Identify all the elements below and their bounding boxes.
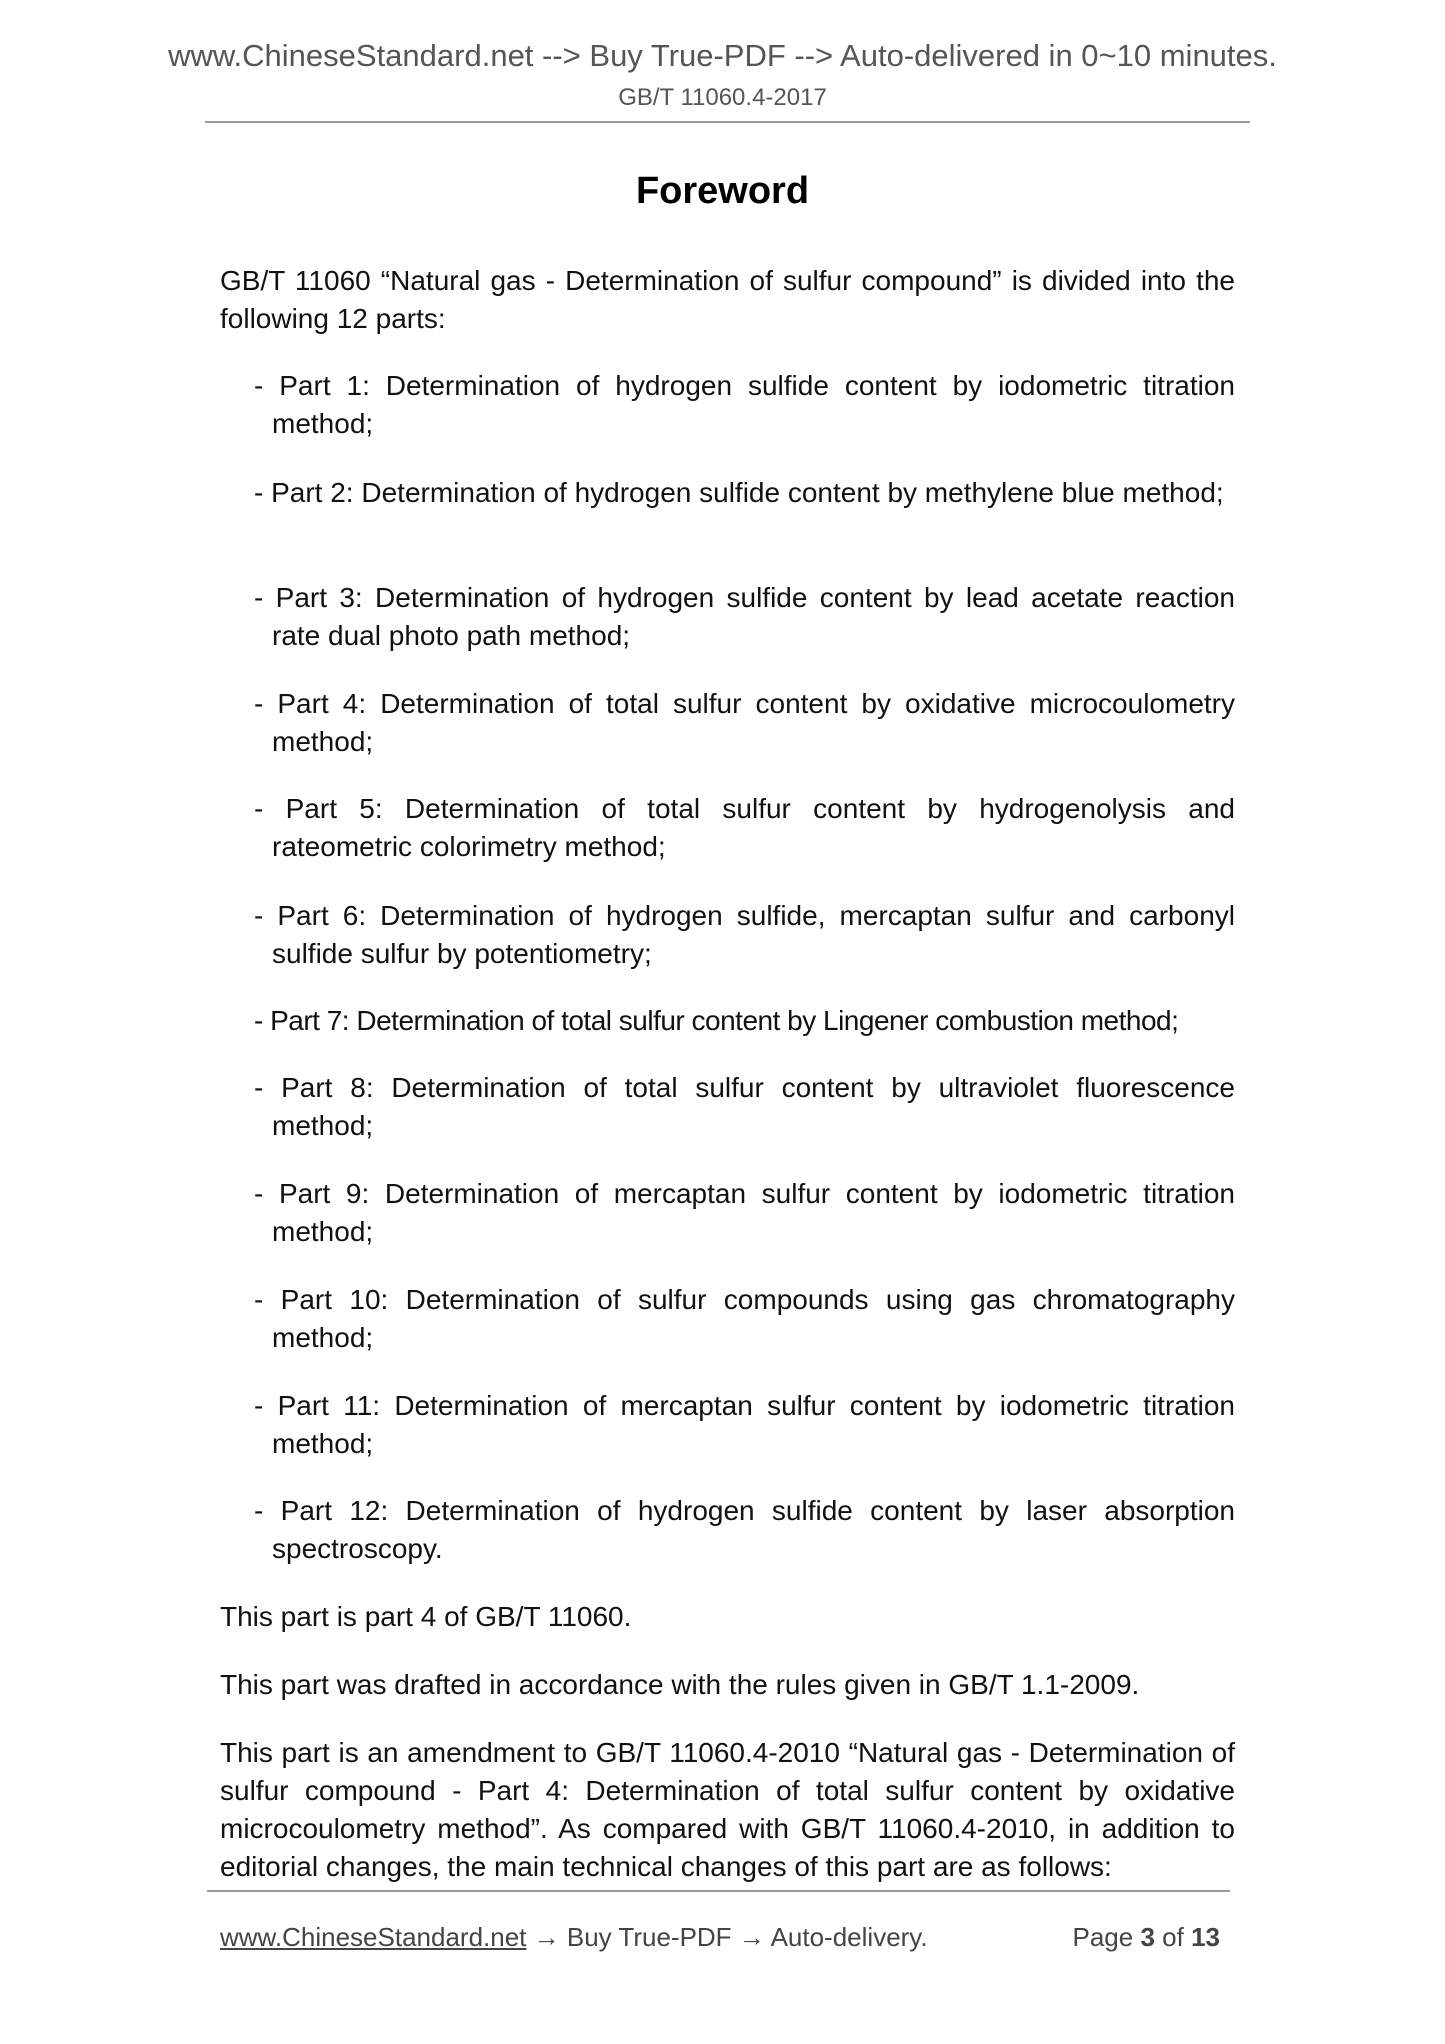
list-item: - Part 5: Determination of total sulfur content by hydrogenolysis and rateometric colorimetry method; [254,793,1235,862]
list-item: - Part 9: Determination of mercaptan sulfur content by iodometric titration method; [254,1178,1235,1247]
paragraph-amendment: This part is an amendment to GB/T 11060.4-2010 “Natural gas - Determination of sulfur compound - Part 4: Determination of total sulfur content by oxidative microcoulometry method”. As compared with GB/T 11060.4-2010, in addition to editorial changes, the main technical changes of this part are as follows: [220,1737,1235,1882]
footer-tagline: → Buy True-PDF → Auto-delivery. [526,1922,928,1952]
list-item: - Part 10: Determination of sulfur compounds using gas chromatography method; [254,1284,1235,1353]
page-title: Foreword [635,170,810,212]
page-total: 13 [1191,1922,1220,1952]
footer-divider [207,1890,1230,1892]
paragraph-drafting-rules: This part was drafted in accordance with the rules given in GB/T 1.1-2009. [220,1669,1140,1700]
footer-text [220,1922,928,1953]
header-divider [205,121,1250,123]
page-number: 3 [1140,1922,1155,1952]
list-item: - Part 2: Determination of hydrogen sulfide content by methylene blue method; [254,477,1224,508]
footer-link[interactable]: www.ChineseStandard.net [220,1922,527,1952]
list-item: - Part 11: Determination of mercaptan sulfur content by iodometric titration method; [254,1390,1235,1459]
intro-paragraph: GB/T 11060 “Natural gas - Determination of sulfur compound” is divided into the following 12 parts: [220,265,1235,334]
page-indicator [1072,1922,1220,1953]
list-item: - Part 8: Determination of total sulfur content by ultraviolet fluorescence method; [254,1072,1235,1141]
page-label: Page [1072,1922,1134,1952]
header-banner: www.ChineseStandard.net --> Buy True-PDF --> Auto-delivered in 0~10 minutes. [168,38,1277,73]
of-label: of [1162,1922,1184,1952]
list-item: - Part 12: Determination of hydrogen sulfide content by laser absorption spectroscopy. [254,1495,1235,1564]
paragraph-part-number: This part is part 4 of GB/T 11060. [220,1601,632,1632]
list-item: - Part 7: Determination of total sulfur content by Lingener combustion method; [254,1005,1179,1036]
list-item: - Part 3: Determination of hydrogen sulfide content by lead acetate reaction rate dual photo path method; [254,582,1235,651]
header-standard-number: GB/T 11060.4-2017 [618,84,827,111]
list-item: - Part 1: Determination of hydrogen sulfide content by iodometric titration method; [254,370,1235,439]
list-item: - Part 4: Determination of total sulfur content by oxidative microcoulometry method; [254,688,1235,757]
list-item: - Part 6: Determination of hydrogen sulfide, mercaptan sulfur and carbonyl sulfide sulfur by potentiometry; [254,900,1235,969]
